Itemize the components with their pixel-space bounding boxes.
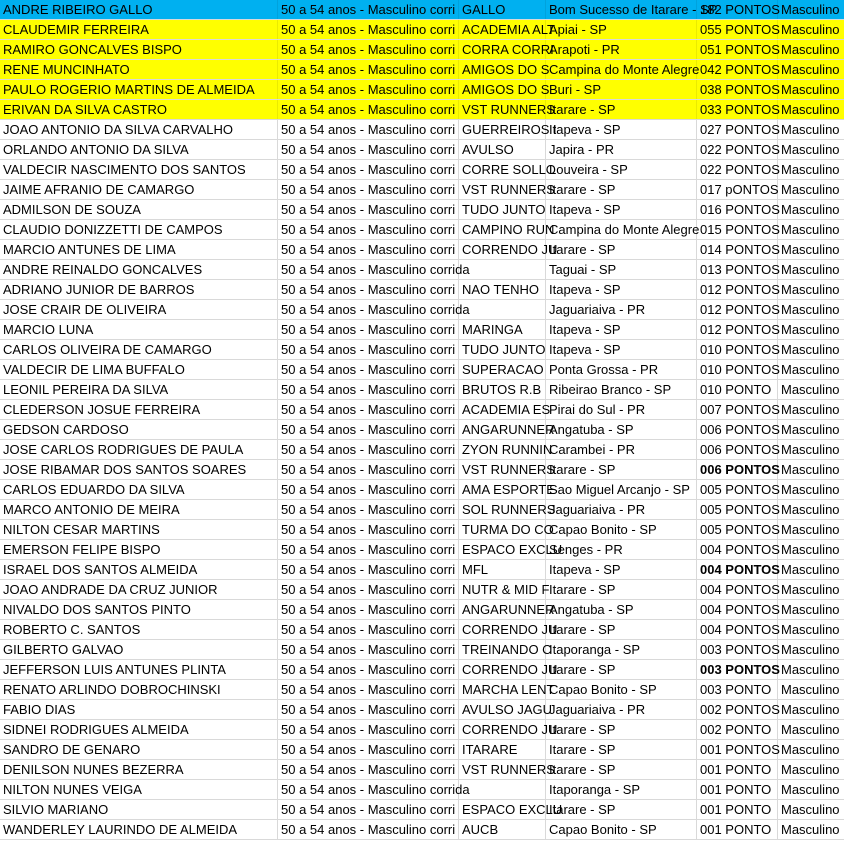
cell-gender[interactable]: Masculino <box>781 42 840 57</box>
cell-name[interactable]: NILTON NUNES VEIGA <box>0 780 278 799</box>
cell-team[interactable]: AVULSO JAGU <box>459 700 546 719</box>
cell-team[interactable]: ESPACO EXCLU <box>459 800 546 819</box>
cell-points[interactable]: 003 PONTOS <box>697 640 778 659</box>
cell-points[interactable]: 002 PONTO <box>697 720 778 739</box>
cell-team[interactable]: CORRA CORRI <box>459 40 546 59</box>
cell-points[interactable]: 006 PONTOS <box>697 420 778 439</box>
cell-city[interactable]: Capao Bonito - SP <box>546 820 697 839</box>
cell-category[interactable]: 50 a 54 anos - Masculino corri <box>278 540 459 559</box>
cell-team[interactable]: TUDO JUNTO <box>459 200 546 219</box>
cell-name[interactable]: JOAO ANDRADE DA CRUZ JUNIOR <box>0 580 278 599</box>
cell-name[interactable]: GEDSON CARDOSO <box>0 420 278 439</box>
cell-category[interactable]: 50 a 54 anos - Masculino corri <box>278 800 459 819</box>
cell-category[interactable]: 50 a 54 anos - Masculino corri <box>278 320 459 339</box>
cell-category[interactable]: 50 a 54 anos - Masculino corrida <box>278 260 459 279</box>
cell-name[interactable]: ADRIANO JUNIOR DE BARROS <box>0 280 278 299</box>
cell-category[interactable]: 50 a 54 anos - Masculino corri <box>278 200 459 219</box>
cell-points[interactable]: 005 PONTOS <box>697 500 778 519</box>
cell-name[interactable]: VALDECIR NASCIMENTO DOS SANTOS <box>0 160 278 179</box>
cell-team[interactable]: NAO TENHO <box>459 280 546 299</box>
table-row[interactable] <box>0 120 844 140</box>
cell-gender[interactable]: Masculino <box>781 322 840 337</box>
cell-gender[interactable]: Masculino <box>781 542 840 557</box>
cell-gender[interactable]: Masculino <box>781 422 840 437</box>
cell-category[interactable]: 50 a 54 anos - Masculino corri <box>278 580 459 599</box>
table-row[interactable] <box>0 360 844 380</box>
cell-city[interactable]: Jaguariaiva - PR <box>546 500 697 519</box>
cell-category[interactable]: 50 a 54 anos - Masculino corrida <box>278 780 459 799</box>
cell-gender[interactable]: Masculino <box>781 142 840 157</box>
cell-team[interactable] <box>459 780 546 799</box>
cell-points[interactable]: 012 PONTOS <box>697 280 778 299</box>
cell-gender[interactable]: Masculino <box>781 462 840 477</box>
cell-gender[interactable]: Masculino <box>781 22 840 37</box>
cell-gender[interactable]: Masculino <box>781 62 840 77</box>
cell-points[interactable]: 003 PONTO <box>697 680 778 699</box>
cell-gender[interactable]: Masculino <box>781 202 840 217</box>
cell-points[interactable]: 012 PONTOS <box>697 320 778 339</box>
cell-name[interactable]: JOSE RIBAMAR DOS SANTOS SOARES <box>0 460 278 479</box>
cell-city[interactable]: Campina do Monte Alegre <box>546 220 697 239</box>
cell-category[interactable]: 50 a 54 anos - Masculino corri <box>278 240 459 259</box>
cell-gender[interactable]: Masculino <box>781 582 840 597</box>
cell-points[interactable]: 003 PONTOS <box>697 660 778 679</box>
cell-gender[interactable]: Masculino <box>781 602 840 617</box>
cell-name[interactable]: SANDRO DE GENARO <box>0 740 278 759</box>
cell-gender[interactable]: Masculino <box>781 682 840 697</box>
cell-city[interactable]: Itapeva - SP <box>546 320 697 339</box>
cell-team[interactable]: VST RUNNERS <box>459 460 546 479</box>
cell-gender[interactable]: Masculino <box>781 342 840 357</box>
cell-gender[interactable]: Masculino <box>781 702 840 717</box>
table-row[interactable] <box>0 400 844 420</box>
table-row[interactable] <box>0 80 844 100</box>
cell-name[interactable]: ISRAEL DOS SANTOS ALMEIDA <box>0 560 278 579</box>
cell-points[interactable]: 051 PONTOS <box>697 40 778 59</box>
cell-gender[interactable]: Masculino <box>781 662 840 677</box>
cell-team[interactable]: ITARARE <box>459 740 546 759</box>
table-row[interactable] <box>0 260 844 280</box>
cell-city[interactable]: Senges - PR <box>546 540 697 559</box>
table-row[interactable] <box>0 180 844 200</box>
cell-team[interactable]: AMA ESPORTE <box>459 480 546 499</box>
cell-points[interactable]: 015 PONTOS <box>697 220 778 239</box>
cell-city[interactable]: Jaguariaiva - PR <box>546 300 697 319</box>
table-row[interactable] <box>0 100 844 120</box>
cell-gender[interactable]: Masculino <box>781 642 840 657</box>
cell-category[interactable]: 50 a 54 anos - Masculino corrida <box>278 300 459 319</box>
cell-team[interactable]: GUERREIROS I <box>459 120 546 139</box>
cell-name[interactable]: NILTON CESAR MARTINS <box>0 520 278 539</box>
table-row[interactable] <box>0 220 844 240</box>
cell-city[interactable]: Itarare - SP <box>546 720 697 739</box>
cell-category[interactable]: 50 a 54 anos - Masculino corri <box>278 80 459 99</box>
cell-gender[interactable]: Masculino <box>781 482 840 497</box>
cell-points[interactable]: 001 PONTO <box>697 800 778 819</box>
cell-category[interactable]: 50 a 54 anos - Masculino corri <box>278 360 459 379</box>
table-row[interactable] <box>0 420 844 440</box>
cell-gender[interactable]: Masculino <box>781 2 840 17</box>
cell-gender[interactable]: Masculino <box>781 782 840 797</box>
cell-team[interactable]: AUCB <box>459 820 546 839</box>
table-row[interactable] <box>0 660 844 680</box>
cell-category[interactable]: 50 a 54 anos - Masculino corri <box>278 380 459 399</box>
table-row[interactable] <box>0 160 844 180</box>
cell-category[interactable]: 50 a 54 anos - Masculino corri <box>278 0 459 19</box>
cell-points[interactable]: 016 PONTOS <box>697 200 778 219</box>
cell-points[interactable]: 027 PONTOS <box>697 120 778 139</box>
cell-city[interactable]: Itarare - SP <box>546 740 697 759</box>
cell-category[interactable]: 50 a 54 anos - Masculino corri <box>278 500 459 519</box>
table-row[interactable] <box>0 580 844 600</box>
cell-category[interactable]: 50 a 54 anos - Masculino corri <box>278 160 459 179</box>
table-row[interactable] <box>0 820 844 840</box>
cell-name[interactable]: MARCIO LUNA <box>0 320 278 339</box>
cell-city[interactable]: Taguai - SP <box>546 260 697 279</box>
table-row[interactable] <box>0 540 844 560</box>
cell-team[interactable]: VST RUNNERS <box>459 760 546 779</box>
cell-category[interactable]: 50 a 54 anos - Masculino corri <box>278 20 459 39</box>
cell-city[interactable]: Itapeva - SP <box>546 280 697 299</box>
cell-team[interactable]: CORRENDO JU <box>459 720 546 739</box>
cell-points[interactable]: 007 PONTOS <box>697 400 778 419</box>
cell-points[interactable]: 001 PONTO <box>697 820 778 839</box>
cell-name[interactable]: GILBERTO GALVAO <box>0 640 278 659</box>
table-row[interactable] <box>0 600 844 620</box>
cell-gender[interactable]: Masculino <box>781 802 840 817</box>
table-row[interactable] <box>0 0 844 20</box>
cell-gender[interactable]: Masculino <box>781 162 840 177</box>
cell-gender[interactable]: Masculino <box>781 622 840 637</box>
cell-team[interactable]: BRUTOS R.B <box>459 380 546 399</box>
cell-points[interactable]: 017 pONTOS <box>697 180 778 199</box>
cell-gender[interactable]: Masculino <box>781 382 840 397</box>
cell-city[interactable]: Itapeva - SP <box>546 340 697 359</box>
cell-category[interactable]: 50 a 54 anos - Masculino corri <box>278 100 459 119</box>
cell-category[interactable]: 50 a 54 anos - Masculino corri <box>278 60 459 79</box>
cell-category[interactable]: 50 a 54 anos - Masculino corri <box>278 440 459 459</box>
cell-category[interactable]: 50 a 54 anos - Masculino corri <box>278 220 459 239</box>
cell-team[interactable]: CORRENDO JU <box>459 240 546 259</box>
cell-name[interactable]: RAMIRO GONCALVES BISPO <box>0 40 278 59</box>
cell-city[interactable]: Campina do Monte Alegre <box>546 60 697 79</box>
cell-name[interactable]: ADMILSON DE SOUZA <box>0 200 278 219</box>
cell-category[interactable]: 50 a 54 anos - Masculino corri <box>278 620 459 639</box>
cell-team[interactable]: SUPERACAO <box>459 360 546 379</box>
cell-points[interactable]: 010 PONTOS <box>697 340 778 359</box>
cell-team[interactable] <box>459 300 546 319</box>
cell-gender[interactable]: Masculino <box>781 182 840 197</box>
cell-name[interactable]: FABIO DIAS <box>0 700 278 719</box>
cell-name[interactable]: JAIME AFRANIO DE CAMARGO <box>0 180 278 199</box>
cell-name[interactable]: EMERSON FELIPE BISPO <box>0 540 278 559</box>
cell-name[interactable]: DENILSON NUNES BEZERRA <box>0 760 278 779</box>
table-row[interactable] <box>0 40 844 60</box>
cell-team[interactable]: VST RUNNERS <box>459 180 546 199</box>
table-row[interactable] <box>0 500 844 520</box>
cell-gender[interactable]: Masculino <box>781 762 840 777</box>
cell-team[interactable]: AMIGOS DO S <box>459 60 546 79</box>
cell-points[interactable]: 042 PONTOS <box>697 60 778 79</box>
cell-team[interactable]: CAMPINO RUN <box>459 220 546 239</box>
cell-city[interactable]: Arapoti - PR <box>546 40 697 59</box>
cell-points[interactable]: 004 PONTOS <box>697 540 778 559</box>
table-row[interactable] <box>0 720 844 740</box>
cell-city[interactable]: Buri - SP <box>546 80 697 99</box>
cell-name[interactable]: ERIVAN DA SILVA CASTRO <box>0 100 278 119</box>
cell-gender[interactable]: Masculino <box>781 562 840 577</box>
cell-name[interactable]: CLEDERSON JOSUE FERREIRA <box>0 400 278 419</box>
table-row[interactable] <box>0 740 844 760</box>
table-row[interactable] <box>0 760 844 780</box>
table-row[interactable] <box>0 200 844 220</box>
table-row[interactable] <box>0 640 844 660</box>
cell-name[interactable]: CARLOS EDUARDO DA SILVA <box>0 480 278 499</box>
cell-points[interactable]: 022 PONTOS <box>697 160 778 179</box>
cell-team[interactable]: GALLO <box>459 0 546 19</box>
cell-city[interactable]: Sao Miguel Arcanjo - SP <box>546 480 697 499</box>
cell-points[interactable]: 006 PONTOS <box>697 440 778 459</box>
cell-gender[interactable]: Masculino <box>781 102 840 117</box>
cell-points[interactable]: 005 PONTOS <box>697 480 778 499</box>
cell-city[interactable]: Itarare - SP <box>546 800 697 819</box>
cell-category[interactable]: 50 a 54 anos - Masculino corri <box>278 400 459 419</box>
cell-name[interactable]: CLAUDIO DONIZZETTI DE CAMPOS <box>0 220 278 239</box>
cell-category[interactable]: 50 a 54 anos - Masculino corri <box>278 560 459 579</box>
cell-gender[interactable]: Masculino <box>781 442 840 457</box>
cell-gender[interactable]: Masculino <box>781 822 840 837</box>
cell-name[interactable]: MARCIO ANTUNES DE LIMA <box>0 240 278 259</box>
cell-gender[interactable]: Masculino <box>781 262 840 277</box>
table-row[interactable] <box>0 440 844 460</box>
cell-category[interactable]: 50 a 54 anos - Masculino corri <box>278 600 459 619</box>
cell-points[interactable]: 001 PONTO <box>697 780 778 799</box>
table-row[interactable] <box>0 480 844 500</box>
cell-category[interactable]: 50 a 54 anos - Masculino corri <box>278 660 459 679</box>
cell-name[interactable]: VALDECIR DE LIMA BUFFALO <box>0 360 278 379</box>
cell-name[interactable]: ANDRE REINALDO GONCALVES <box>0 260 278 279</box>
cell-team[interactable]: MFL <box>459 560 546 579</box>
cell-category[interactable]: 50 a 54 anos - Masculino corri <box>278 680 459 699</box>
cell-team[interactable]: ACADEMIA ALT <box>459 20 546 39</box>
cell-team[interactable]: AVULSO <box>459 140 546 159</box>
cell-team[interactable]: NUTR & MID F <box>459 580 546 599</box>
cell-team[interactable]: CORRE SOLLO <box>459 160 546 179</box>
cell-name[interactable]: ROBERTO C. SANTOS <box>0 620 278 639</box>
cell-category[interactable]: 50 a 54 anos - Masculino corri <box>278 40 459 59</box>
cell-city[interactable]: Apiai - SP <box>546 20 697 39</box>
cell-city[interactable]: Itarare - SP <box>546 660 697 679</box>
table-row[interactable] <box>0 280 844 300</box>
cell-gender[interactable]: Masculino <box>781 282 840 297</box>
cell-category[interactable]: 50 a 54 anos - Masculino corri <box>278 720 459 739</box>
cell-gender[interactable]: Masculino <box>781 82 840 97</box>
cell-name[interactable]: NIVALDO DOS SANTOS PINTO <box>0 600 278 619</box>
cell-team[interactable]: ZYON RUNNIN <box>459 440 546 459</box>
cell-team[interactable]: ESPACO EXCLU <box>459 540 546 559</box>
cell-city[interactable]: Capao Bonito - SP <box>546 680 697 699</box>
cell-points[interactable]: 010 PONTOS <box>697 360 778 379</box>
cell-name[interactable]: CARLOS OLIVEIRA DE CAMARGO <box>0 340 278 359</box>
cell-category[interactable]: 50 a 54 anos - Masculino corri <box>278 280 459 299</box>
cell-category[interactable]: 50 a 54 anos - Masculino corri <box>278 760 459 779</box>
cell-city[interactable]: Japira - PR <box>546 140 697 159</box>
cell-category[interactable]: 50 a 54 anos - Masculino corri <box>278 340 459 359</box>
cell-name[interactable]: SIDNEI RODRIGUES ALMEIDA <box>0 720 278 739</box>
cell-gender[interactable]: Masculino <box>781 722 840 737</box>
table-row[interactable] <box>0 620 844 640</box>
cell-team[interactable]: ANGARUNNER <box>459 420 546 439</box>
table-row[interactable] <box>0 520 844 540</box>
cell-city[interactable]: Jaguariaiva - PR <box>546 700 697 719</box>
table-row[interactable] <box>0 320 844 340</box>
cell-name[interactable]: JOSE CRAIR DE OLIVEIRA <box>0 300 278 319</box>
cell-city[interactable]: Carambei - PR <box>546 440 697 459</box>
cell-gender[interactable]: Masculino <box>781 522 840 537</box>
cell-city[interactable]: Itarare - SP <box>546 460 697 479</box>
cell-name[interactable]: LEONIL PEREIRA DA SILVA <box>0 380 278 399</box>
cell-gender[interactable]: Masculino <box>781 742 840 757</box>
cell-city[interactable]: Louveira - SP <box>546 160 697 179</box>
cell-team[interactable]: CORRENDO JU <box>459 660 546 679</box>
cell-points[interactable]: 001 PONTOS <box>697 740 778 759</box>
cell-city[interactable]: Pirai do Sul - PR <box>546 400 697 419</box>
cell-points[interactable]: 001 PONTO <box>697 760 778 779</box>
cell-points[interactable]: 006 PONTOS <box>697 460 778 479</box>
cell-team[interactable]: VST RUNNERS <box>459 100 546 119</box>
table-row[interactable] <box>0 460 844 480</box>
cell-category[interactable]: 50 a 54 anos - Masculino corri <box>278 640 459 659</box>
cell-points[interactable]: 055 PONTOS <box>697 20 778 39</box>
cell-name[interactable]: WANDERLEY LAURINDO DE ALMEIDA <box>0 820 278 839</box>
table-row[interactable] <box>0 780 844 800</box>
cell-city[interactable]: Itaporanga - SP <box>546 640 697 659</box>
cell-city[interactable]: Itarare - SP <box>546 100 697 119</box>
cell-city[interactable]: Ponta Grossa - PR <box>546 360 697 379</box>
cell-points[interactable]: 038 PONTOS <box>697 80 778 99</box>
cell-gender[interactable]: Masculino <box>781 122 840 137</box>
table-row[interactable] <box>0 560 844 580</box>
cell-name[interactable]: RENE MUNCINHATO <box>0 60 278 79</box>
cell-city[interactable]: Capao Bonito - SP <box>546 520 697 539</box>
cell-city[interactable]: Angatuba - SP <box>546 600 697 619</box>
cell-city[interactable]: Itapeva - SP <box>546 200 697 219</box>
cell-points[interactable]: 004 PONTOS <box>697 560 778 579</box>
cell-city[interactable]: Bom Sucesso de Itarare - SP <box>546 0 697 19</box>
cell-category[interactable]: 50 a 54 anos - Masculino corri <box>278 460 459 479</box>
table-row[interactable] <box>0 60 844 80</box>
cell-city[interactable]: Ribeirao Branco - SP <box>546 380 697 399</box>
cell-city[interactable]: Itaporanga - SP <box>546 780 697 799</box>
table-row[interactable] <box>0 700 844 720</box>
cell-name[interactable]: ANDRE RIBEIRO GALLO <box>0 0 278 19</box>
cell-category[interactable]: 50 a 54 anos - Masculino corri <box>278 740 459 759</box>
cell-category[interactable]: 50 a 54 anos - Masculino corri <box>278 120 459 139</box>
cell-name[interactable]: SILVIO MARIANO <box>0 800 278 819</box>
cell-gender[interactable]: Masculino <box>781 302 840 317</box>
cell-category[interactable]: 50 a 54 anos - Masculino corri <box>278 480 459 499</box>
cell-city[interactable]: Angatuba - SP <box>546 420 697 439</box>
cell-points[interactable]: 013 PONTOS <box>697 260 778 279</box>
cell-city[interactable]: Itapeva - SP <box>546 120 697 139</box>
table-row[interactable] <box>0 240 844 260</box>
cell-category[interactable]: 50 a 54 anos - Masculino corri <box>278 420 459 439</box>
cell-category[interactable]: 50 a 54 anos - Masculino corri <box>278 700 459 719</box>
cell-gender[interactable]: Masculino <box>781 242 840 257</box>
cell-team[interactable]: TUDO JUNTO <box>459 340 546 359</box>
table-row[interactable] <box>0 20 844 40</box>
cell-team[interactable]: ANGARUNNER <box>459 600 546 619</box>
cell-name[interactable]: JEFFERSON LUIS ANTUNES PLINTA <box>0 660 278 679</box>
cell-name[interactable]: JOSE CARLOS RODRIGUES DE PAULA <box>0 440 278 459</box>
cell-points[interactable]: 004 PONTOS <box>697 600 778 619</box>
cell-city[interactable]: Itapeva - SP <box>546 560 697 579</box>
cell-team[interactable]: TURMA DO CO <box>459 520 546 539</box>
cell-gender[interactable]: Masculino <box>781 502 840 517</box>
cell-gender[interactable]: Masculino <box>781 402 840 417</box>
cell-category[interactable]: 50 a 54 anos - Masculino corri <box>278 820 459 839</box>
cell-team[interactable]: AMIGOS DO S <box>459 80 546 99</box>
cell-team[interactable]: TREINANDO C <box>459 640 546 659</box>
table-row[interactable] <box>0 680 844 700</box>
cell-team[interactable]: MARCHA LENT <box>459 680 546 699</box>
cell-category[interactable]: 50 a 54 anos - Masculino corri <box>278 140 459 159</box>
cell-city[interactable]: Itarare - SP <box>546 180 697 199</box>
cell-city[interactable]: Itarare - SP <box>546 760 697 779</box>
cell-gender[interactable]: Masculino <box>781 222 840 237</box>
cell-name[interactable]: RENATO ARLINDO DOBROCHINSKI <box>0 680 278 699</box>
cell-name[interactable]: PAULO ROGERIO MARTINS DE ALMEIDA <box>0 80 278 99</box>
cell-name[interactable]: CLAUDEMIR FERREIRA <box>0 20 278 39</box>
cell-points[interactable]: 014 PONTOS <box>697 240 778 259</box>
cell-team[interactable] <box>459 260 546 279</box>
table-row[interactable] <box>0 340 844 360</box>
cell-name[interactable]: JOAO ANTONIO DA SILVA CARVALHO <box>0 120 278 139</box>
cell-points[interactable]: 182 PONTOS <box>697 0 778 19</box>
table-row[interactable] <box>0 300 844 320</box>
cell-city[interactable]: Itarare - SP <box>546 620 697 639</box>
cell-category[interactable]: 50 a 54 anos - Masculino corri <box>278 180 459 199</box>
cell-category[interactable]: 50 a 54 anos - Masculino corri <box>278 520 459 539</box>
table-row[interactable] <box>0 140 844 160</box>
cell-points[interactable]: 010 PONTO <box>697 380 778 399</box>
cell-team[interactable]: MARINGA <box>459 320 546 339</box>
cell-name[interactable]: ORLANDO ANTONIO DA SILVA <box>0 140 278 159</box>
cell-points[interactable]: 005 PONTOS <box>697 520 778 539</box>
cell-gender[interactable]: Masculino <box>781 362 840 377</box>
cell-points[interactable]: 004 PONTOS <box>697 580 778 599</box>
cell-points[interactable]: 022 PONTOS <box>697 140 778 159</box>
cell-city[interactable]: Itarare - SP <box>546 580 697 599</box>
cell-team[interactable]: ACADEMIA ES <box>459 400 546 419</box>
cell-points[interactable]: 012 PONTOS <box>697 300 778 319</box>
cell-points[interactable]: 002 PONTOS <box>697 700 778 719</box>
table-row[interactable] <box>0 380 844 400</box>
cell-name[interactable]: MARCO ANTONIO DE MEIRA <box>0 500 278 519</box>
table-row[interactable] <box>0 800 844 820</box>
cell-points[interactable]: 004 PONTOS <box>697 620 778 639</box>
cell-team[interactable]: SOL RUNNERS <box>459 500 546 519</box>
cell-points[interactable]: 033 PONTOS <box>697 100 778 119</box>
cell-city[interactable]: Itarare - SP <box>546 240 697 259</box>
cell-team[interactable]: CORRENDO JU <box>459 620 546 639</box>
